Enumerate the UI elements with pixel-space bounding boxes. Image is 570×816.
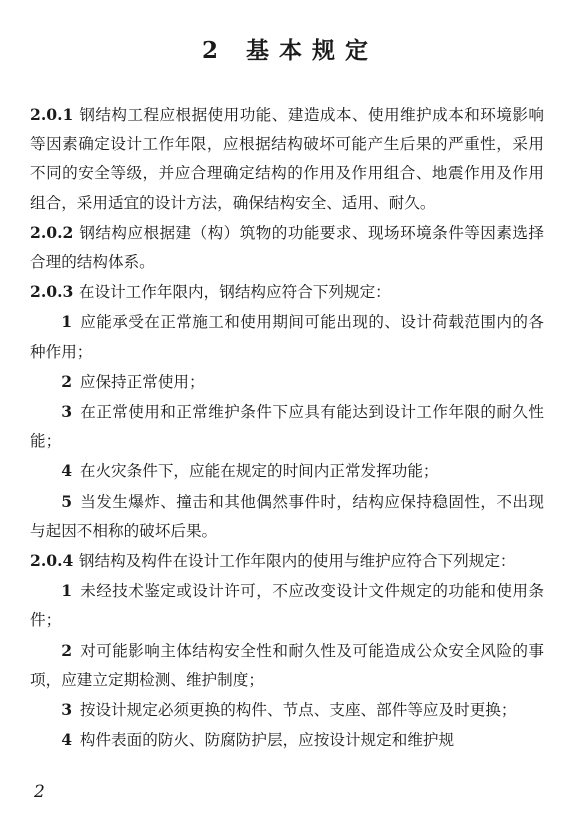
list-item bbox=[30, 397, 544, 456]
clause-2-0-2 bbox=[30, 218, 544, 277]
document-body bbox=[30, 100, 544, 755]
item-number: 5 bbox=[61, 491, 73, 511]
clause-number: 2.0.4 bbox=[30, 551, 74, 571]
page-number: 2 bbox=[34, 782, 45, 802]
item-number: 2 bbox=[61, 371, 73, 391]
clause-text: 在设计工作年限内，钢结构应符合下列规定： bbox=[78, 283, 391, 302]
clause-number: 2.0.3 bbox=[30, 282, 74, 302]
clause-2-0-4 bbox=[30, 546, 544, 576]
list-item bbox=[30, 636, 544, 695]
item-text: 构件表面的防火、防腐防护层，应按设计规定和维护规 bbox=[79, 731, 455, 750]
clause-text: 钢结构工程应根据使用功能、建造成本、使用维护成本和环境影响等因素确定设计工作年限，应根据结构破坏可能产生后果的严重性，采用不同的安全等级，并应合理确定结构的作用及作用组合、地震作用及作用组合，采用适宜的设计方法，确保结构安全、适用、耐久。 bbox=[30, 106, 544, 212]
item-number: 4 bbox=[61, 461, 73, 481]
clause-text: 钢结构应根据建（构）筑物的功能要求、现场环境条件等因素选择合理的结构体系。 bbox=[30, 223, 544, 272]
item-text: 对可能影响主体结构安全性和耐久性及可能造成公众安全风险的事项，应建立定期检测、维护制度； bbox=[30, 641, 544, 689]
item-number: 3 bbox=[61, 402, 73, 422]
list-item bbox=[30, 487, 544, 546]
list-item bbox=[30, 695, 544, 725]
chapter-title: 2 基本规定 bbox=[201, 37, 378, 64]
item-number: 2 bbox=[61, 640, 73, 660]
item-text: 在火灾条件下，应能在规定的时间内正常发挥功能； bbox=[79, 462, 439, 481]
list-item bbox=[30, 576, 544, 635]
list-item bbox=[30, 307, 544, 366]
item-text: 按设计规定必须更换的构件、节点、支座、部件等应及时更换； bbox=[79, 701, 517, 720]
list-item bbox=[30, 456, 544, 486]
item-number: 4 bbox=[61, 730, 73, 750]
list-item bbox=[30, 367, 544, 397]
item-number: 1 bbox=[61, 581, 73, 601]
item-text: 应能承受在正常施工和使用期间可能出现的、设计荷载范围内的各种作用； bbox=[30, 313, 544, 361]
list-item bbox=[30, 725, 544, 755]
clause-2-0-1 bbox=[30, 100, 544, 218]
item-number: 1 bbox=[61, 312, 73, 332]
clause-number: 2.0.2 bbox=[30, 222, 74, 242]
item-text: 未经技术鉴定或设计许可，不应改变设计文件规定的功能和使用条件； bbox=[30, 582, 544, 630]
item-text: 应保持正常使用； bbox=[79, 372, 205, 391]
clause-number: 2.0.1 bbox=[30, 105, 74, 124]
item-number: 3 bbox=[61, 700, 73, 720]
clause-2-0-3 bbox=[30, 277, 544, 307]
clause-text: 钢结构及构件在设计工作年限内的使用与维护应符合下列规定： bbox=[78, 552, 516, 571]
item-text: 在正常使用和正常维护条件下应具有能达到设计工作年限的耐久性能； bbox=[30, 403, 544, 451]
item-text: 当发生爆炸、撞击和其他偶然事件时，结构应保持稳固性，不出现与起因不相称的破坏后果。 bbox=[30, 492, 544, 540]
